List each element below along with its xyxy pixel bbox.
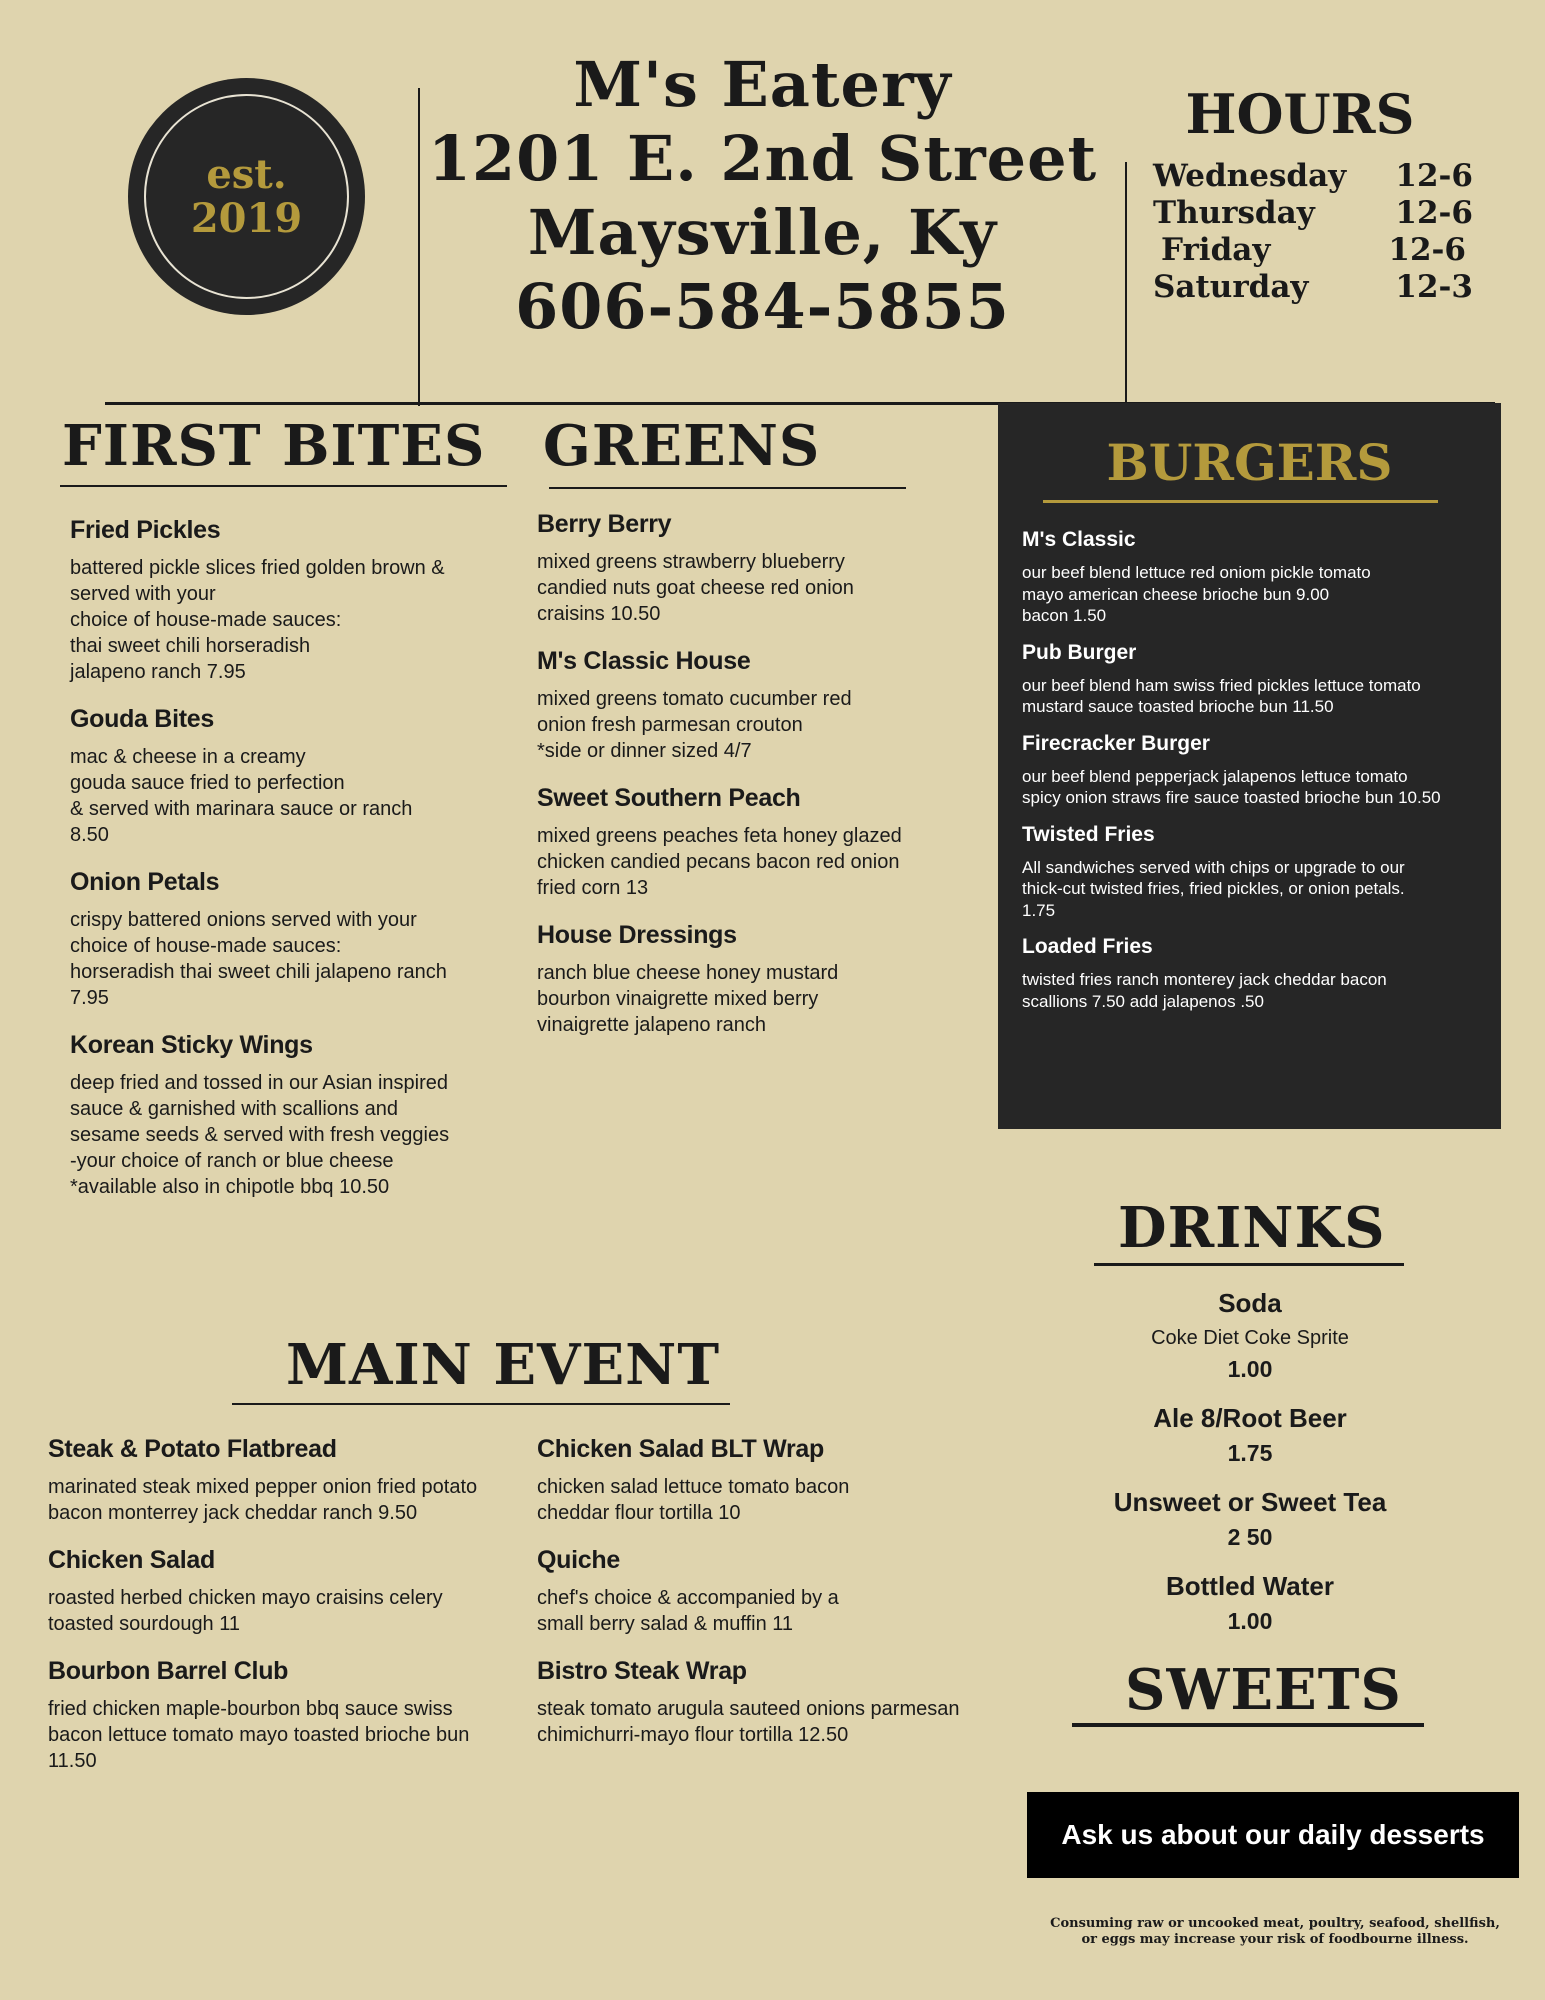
- header-divider-right: [1125, 162, 1127, 406]
- item-desc: marinated steak mixed pepper onion fried potato bacon monterrey jack cheddar ranch 9.50: [48, 1476, 478, 1524]
- dessert-banner: Ask us about our daily desserts: [1027, 1792, 1519, 1878]
- burgers-title: BURGERS: [1106, 433, 1393, 492]
- item-name: Bourbon Barrel Club: [48, 1657, 289, 1685]
- menu-item: [48, 1657, 528, 1774]
- menu-item: [70, 705, 510, 848]
- item-name: Steak & Potato Flatbread: [48, 1435, 337, 1463]
- item-desc: mixed greens tomato cucumber red onion fresh parmesan crouton *side or dinner sized 4/7: [537, 688, 852, 762]
- hours-time: 12-6: [1388, 232, 1466, 268]
- item-name: M's Classic: [1022, 528, 1136, 551]
- first-bites-title: FIRST BITES: [62, 413, 486, 479]
- drink-price: 2 50: [1227, 1524, 1273, 1550]
- menu-item: [70, 868, 510, 1011]
- hours-time: 12-3: [1395, 269, 1473, 305]
- item-desc: ranch blue cheese honey mustard bourbon vinaigrette mixed berry vinaigrette jalapeno ranch: [537, 962, 839, 1036]
- item-name: Firecracker Burger: [1022, 731, 1210, 755]
- item-desc: our beef blend lettuce red oniom pickle tomato mayo american cheese brioche bun 9.00 bacon 1.50: [1022, 563, 1371, 625]
- menu-item: [537, 784, 967, 901]
- item-name: Chicken Salad: [48, 1546, 215, 1574]
- item-desc: steak tomato arugula sauteed onions parmesan chimichurri-mayo flour tortilla 12.50: [537, 1698, 960, 1746]
- item-desc: our beef blend ham swiss fried pickles lettuce tomato mustard sauce toasted brioche bun 11.50: [1022, 675, 1421, 716]
- sweets-title: SWEETS: [1125, 1657, 1402, 1723]
- restaurant-phone: 606-584-5855: [515, 270, 1010, 343]
- item-name: Fried Pickles: [70, 516, 221, 544]
- item-desc: crispy battered onions served with your choice of house-made sauces: horseradish thai sweet chili jalapeno ranch 7.95: [70, 909, 447, 1009]
- hours-day: Saturday: [1153, 269, 1309, 305]
- burgers-rule: [1043, 500, 1438, 503]
- logo-year: 2019: [190, 194, 303, 242]
- greens-rule: [549, 487, 906, 489]
- item-name: Chicken Salad BLT Wrap: [537, 1435, 824, 1463]
- item-name: Loaded Fries: [1022, 935, 1153, 958]
- menu-item: [70, 516, 510, 685]
- item-name: Korean Sticky Wings: [70, 1031, 313, 1059]
- restaurant-header: [420, 48, 1105, 344]
- item-desc: mac & cheese in a creamy gouda sauce fried to perfection & served with marinara sauce or ranch 8.50: [70, 746, 413, 846]
- food-safety-warning: Consuming raw or uncooked meat, poultry, seafood, shellfish, or eggs may increase your risk of foodbourne illness.: [1050, 1916, 1500, 1947]
- drink-item: [1080, 1403, 1420, 1467]
- hours-day: Friday: [1161, 232, 1271, 268]
- hours-time: 12-6: [1395, 158, 1473, 194]
- first-bites-rule: [60, 485, 507, 487]
- main-event-left-list: [48, 1435, 528, 1794]
- restaurant-street: 1201 E. 2nd Street: [427, 122, 1098, 195]
- drink-item: [1080, 1571, 1420, 1635]
- drink-price: 1.00: [1227, 1608, 1273, 1634]
- menu-item: [1022, 935, 1492, 1012]
- item-desc: deep fried and tossed in our Asian inspired sauce & garnished with scallions and sesame seeds & served with fresh veggies -your choice of ranch or blue cheese *available also in chipotle bbq 10.50: [70, 1072, 450, 1198]
- hours-row: [1161, 232, 1466, 268]
- hours-title: HOURS: [1185, 82, 1415, 146]
- item-desc: chicken salad lettuce tomato bacon cheddar flour tortilla 10: [537, 1476, 850, 1524]
- drink-name: Unsweet or Sweet Tea: [1113, 1487, 1387, 1517]
- est-logo: [128, 78, 365, 315]
- item-name: Sweet Southern Peach: [537, 784, 801, 812]
- drink-name: Soda: [1218, 1288, 1282, 1318]
- main-event-rule: [232, 1403, 730, 1405]
- menu-item: [537, 1435, 1007, 1526]
- drink-name: Bottled Water: [1165, 1571, 1335, 1601]
- menu-item: [48, 1546, 528, 1637]
- menu-item: [537, 1657, 1007, 1748]
- item-desc: twisted fries ranch monterey jack cheddar bacon scallions 7.50 add jalapenos .50: [1022, 970, 1387, 1011]
- restaurant-name: M's Eatery: [573, 48, 952, 121]
- main-event-right-list: [537, 1435, 1007, 1768]
- menu-item: [1022, 732, 1492, 809]
- main-event-title: MAIN EVENT: [286, 1332, 720, 1398]
- drink-price: 1.75: [1227, 1440, 1273, 1466]
- hours-row: [1153, 269, 1473, 305]
- hours-row: [1153, 195, 1473, 231]
- greens-title: GREENS: [543, 413, 821, 479]
- first-bites-list: [70, 516, 510, 1220]
- drinks-title: DRINKS: [1118, 1195, 1386, 1261]
- item-name: Onion Petals: [70, 868, 220, 896]
- drink-item: [1080, 1487, 1420, 1551]
- drinks-rule: [1094, 1263, 1404, 1266]
- menu-item: [537, 921, 967, 1038]
- item-name: House Dressings: [537, 921, 737, 949]
- menu-item: [537, 510, 967, 627]
- item-desc: All sandwiches served with chips or upgrade to our thick-cut twisted fries, fried pickles, or onion petals. 1.75: [1022, 857, 1405, 920]
- menu-item: [48, 1435, 528, 1526]
- hours-time: 12-6: [1395, 195, 1473, 231]
- logo-est: est.: [206, 150, 287, 198]
- item-name: M's Classic House: [537, 647, 751, 675]
- drink-item: [1080, 1288, 1420, 1383]
- menu-item: [1022, 641, 1492, 718]
- hours-day: Wednesday: [1153, 158, 1347, 194]
- hours-row: [1153, 158, 1473, 194]
- drink-name: Ale 8/Root Beer: [1153, 1403, 1347, 1433]
- drink-sub: Coke Diet Coke Sprite: [1151, 1327, 1349, 1349]
- greens-list: [537, 510, 967, 1058]
- item-name: Twisted Fries: [1022, 822, 1155, 846]
- burgers-list: [1022, 528, 1492, 1026]
- item-desc: fried chicken maple-bourbon bbq sauce swiss bacon lettuce tomato mayo toasted brioche bun 11.50: [48, 1698, 470, 1772]
- item-desc: battered pickle slices fried golden brown & served with your choice of house-made sauces: thai sweet chili horseradish jalapeno ranch 7.95: [70, 557, 445, 683]
- drink-price: 1.00: [1227, 1356, 1273, 1382]
- menu-item: [70, 1031, 510, 1200]
- sweets-rule: [1072, 1723, 1424, 1727]
- item-desc: our beef blend pepperjack jalapenos lettuce tomato spicy onion straws fire sauce toasted brioche bun 10.50: [1022, 766, 1441, 807]
- item-name: Gouda Bites: [70, 705, 214, 733]
- item-name: Berry Berry: [537, 510, 672, 538]
- menu-item: [1022, 823, 1492, 922]
- hours-day: Thursday: [1153, 195, 1315, 231]
- item-desc: roasted herbed chicken mayo craisins celery toasted sourdough 11: [48, 1587, 443, 1635]
- menu-item: [537, 647, 967, 764]
- burgers-panel: [998, 403, 1501, 1129]
- item-name: Bistro Steak Wrap: [537, 1657, 747, 1685]
- item-name: Quiche: [537, 1546, 620, 1574]
- logo-ring: [144, 94, 349, 299]
- item-name: Pub Burger: [1022, 640, 1137, 664]
- menu-item: [537, 1546, 1007, 1637]
- item-desc: chef's choice & accompanied by a small berry salad & muffin 11: [537, 1587, 839, 1635]
- item-desc: mixed greens peaches feta honey glazed chicken candied pecans bacon red onion fried corn 13: [537, 825, 902, 899]
- drinks-list: [1080, 1288, 1420, 1655]
- item-desc: mixed greens strawberry blueberry candied nuts goat cheese red onion craisins 10.50: [537, 551, 854, 625]
- restaurant-city: Maysville, Ky: [527, 196, 998, 269]
- menu-item: [1022, 528, 1492, 627]
